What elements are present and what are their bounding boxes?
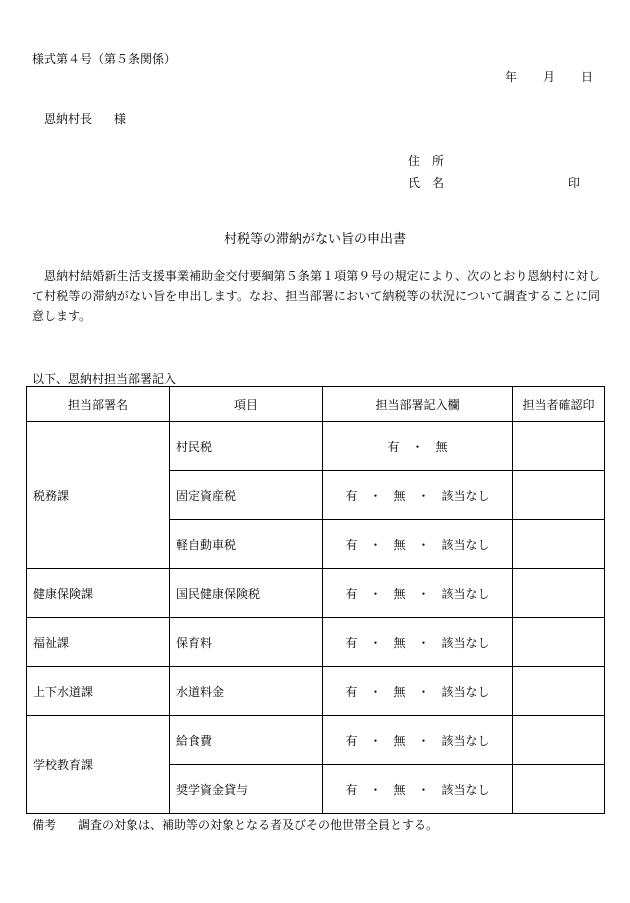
date-year-label: 年 bbox=[505, 70, 518, 84]
department-cell: 税務課 bbox=[27, 422, 170, 569]
confirmation-seal-cell[interactable] bbox=[513, 667, 605, 716]
department-cell: 学校教育課 bbox=[27, 716, 170, 814]
confirmation-seal-cell[interactable] bbox=[513, 765, 605, 814]
addressee-honorific: 様 bbox=[114, 112, 127, 126]
department-cell: 上下水道課 bbox=[27, 667, 170, 716]
date-day-label: 日 bbox=[581, 70, 594, 84]
department-cell: 福祉課 bbox=[27, 618, 170, 667]
header-item: 項目 bbox=[170, 387, 323, 422]
item-cell: 固定資産税 bbox=[170, 471, 323, 520]
applicant-address-row bbox=[408, 150, 444, 172]
confirmation-seal-cell[interactable] bbox=[513, 569, 605, 618]
status-cell[interactable]: 有 ・ 無 ・ 該当なし bbox=[323, 618, 513, 667]
status-cell[interactable]: 有 ・ 無 ・ 該当なし bbox=[323, 520, 513, 569]
department-cell: 健康保険課 bbox=[27, 569, 170, 618]
status-cell[interactable]: 有 ・ 無 bbox=[323, 422, 513, 471]
header-confirmation-seal: 担当者確認印 bbox=[513, 387, 605, 422]
status-cell[interactable]: 有 ・ 無 ・ 該当なし bbox=[323, 765, 513, 814]
seal-label: 印 bbox=[568, 176, 581, 190]
confirmation-seal-cell[interactable] bbox=[513, 618, 605, 667]
status-cell[interactable]: 有 ・ 無 ・ 該当なし bbox=[323, 569, 513, 618]
table-header-row bbox=[27, 387, 605, 422]
confirmation-seal-cell[interactable] bbox=[513, 471, 605, 520]
status-cell[interactable]: 有 ・ 無 ・ 該当なし bbox=[323, 716, 513, 765]
confirmation-seal-cell[interactable] bbox=[513, 422, 605, 471]
remarks-label: 備考 bbox=[32, 818, 57, 832]
confirmation-seal-cell[interactable] bbox=[513, 716, 605, 765]
department-table bbox=[26, 386, 605, 814]
item-cell: 国民健康保険税 bbox=[170, 569, 323, 618]
table-row bbox=[27, 716, 605, 765]
item-cell: 給食費 bbox=[170, 716, 323, 765]
document-title: 村税等の滞納がない旨の申出書 bbox=[223, 232, 406, 247]
table-row bbox=[27, 422, 605, 471]
status-cell[interactable]: 有 ・ 無 ・ 該当なし bbox=[323, 471, 513, 520]
item-cell: 軽自動車税 bbox=[170, 520, 323, 569]
table-row bbox=[27, 569, 605, 618]
addressee bbox=[44, 110, 126, 127]
remarks bbox=[32, 816, 438, 833]
item-cell: 村民税 bbox=[170, 422, 323, 471]
document-body: 恩納村結婚新生活支援事業補助金交付要綱第５条第１項第９号の規定により、次のとおり恩納村に対して村税等の滞納がない旨を申出します。なお、担当部署において納税等の状況について調査することに同意します。 bbox=[32, 269, 600, 323]
remarks-text: 調査の対象は、補助等の対象となる者及びその他世帯全員とする。 bbox=[78, 818, 439, 832]
table-caption: 以下、恩納村担当部署記入 bbox=[32, 372, 177, 386]
date-month-label: 月 bbox=[543, 70, 556, 84]
item-cell: 水道料金 bbox=[170, 667, 323, 716]
applicant-name-row bbox=[408, 172, 581, 194]
addressee-name: 恩納村長 bbox=[44, 112, 93, 126]
table-row bbox=[27, 618, 605, 667]
name-label: 氏 名 bbox=[408, 176, 445, 190]
header-department: 担当部署名 bbox=[27, 387, 170, 422]
table-row bbox=[27, 667, 605, 716]
header-entry: 担当部署記入欄 bbox=[323, 387, 513, 422]
applicant-block bbox=[408, 150, 581, 194]
item-cell: 保育料 bbox=[170, 618, 323, 667]
item-cell: 奨学資金貸与 bbox=[170, 765, 323, 814]
confirmation-seal-cell[interactable] bbox=[513, 520, 605, 569]
address-label: 住 所 bbox=[408, 154, 445, 168]
form-number: 様式第４号（第５条関係） bbox=[32, 52, 177, 66]
status-cell[interactable]: 有 ・ 無 ・ 該当なし bbox=[323, 667, 513, 716]
date-line bbox=[505, 68, 593, 85]
